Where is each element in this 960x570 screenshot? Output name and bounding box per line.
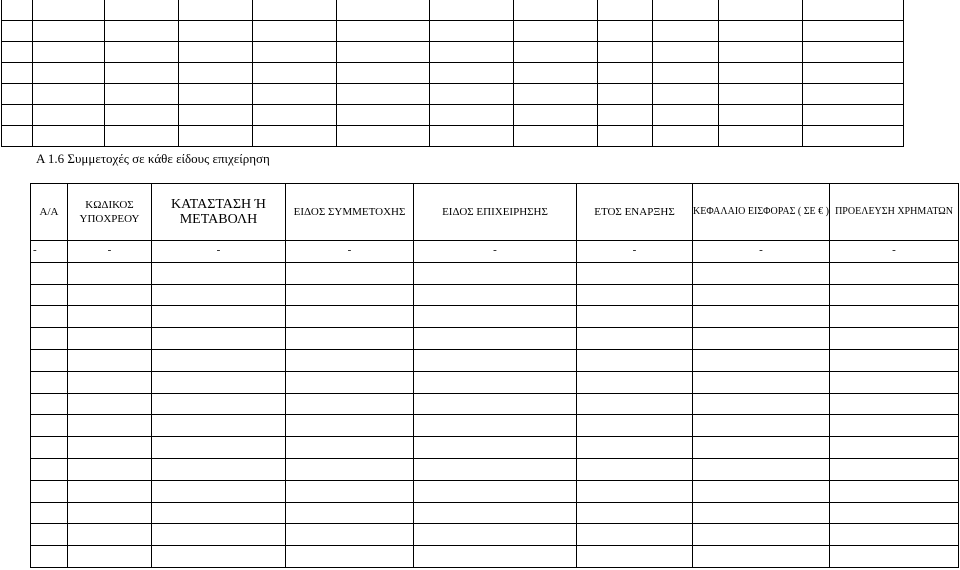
table-cell[interactable] — [830, 415, 959, 437]
table-cell[interactable] — [31, 458, 68, 480]
table-cell[interactable] — [31, 284, 68, 306]
table-cell[interactable] — [719, 63, 803, 84]
table-cell[interactable] — [430, 84, 514, 105]
table-cell[interactable] — [337, 21, 430, 42]
table-cell[interactable] — [577, 502, 693, 524]
table-cell[interactable] — [693, 524, 830, 546]
header-aa: Α/Α — [31, 184, 68, 241]
section-caption: A 1.6 Συμμετοχές σε κάθε είδους επιχείρηση — [36, 151, 270, 166]
table-cell[interactable] — [337, 0, 430, 21]
table-cell[interactable] — [414, 415, 577, 437]
table-cell[interactable] — [152, 415, 286, 437]
table-cell[interactable] — [337, 42, 430, 63]
table-cell[interactable] — [68, 524, 152, 546]
table-cell[interactable] — [414, 284, 577, 306]
table-cell[interactable] — [179, 105, 253, 126]
table-cell[interactable] — [68, 415, 152, 437]
table-cell[interactable] — [514, 105, 598, 126]
table-cell[interactable] — [414, 480, 577, 502]
table-cell[interactable] — [31, 437, 68, 459]
table-cell[interactable] — [68, 349, 152, 371]
table-cell[interactable] — [31, 262, 68, 284]
table-cell[interactable] — [31, 546, 68, 568]
table-cell[interactable] — [152, 480, 286, 502]
table-cell[interactable] — [653, 0, 719, 21]
table-cell[interactable] — [719, 84, 803, 105]
table-cell[interactable] — [830, 262, 959, 284]
table-row — [31, 480, 959, 502]
table-row — [31, 502, 959, 524]
table-cell[interactable] — [68, 393, 152, 415]
table-cell[interactable] — [179, 21, 253, 42]
table-cell[interactable] — [179, 84, 253, 105]
table-cell[interactable] — [514, 63, 598, 84]
table-cell[interactable] — [286, 393, 414, 415]
table-cell[interactable] — [253, 21, 337, 42]
table-cell[interactable] — [803, 84, 904, 105]
table-cell[interactable] — [253, 105, 337, 126]
table-cell[interactable] — [693, 502, 830, 524]
previous-section-table — [1, 0, 904, 147]
table-cell[interactable] — [830, 306, 959, 328]
table-cell[interactable] — [286, 458, 414, 480]
holdings-table — [30, 183, 959, 568]
table-cell[interactable] — [2, 63, 33, 84]
table-cell[interactable] — [253, 126, 337, 147]
table-cell[interactable] — [693, 458, 830, 480]
table-cell[interactable] — [693, 437, 830, 459]
table-cell[interactable]: - — [830, 241, 959, 263]
table-cell[interactable] — [653, 42, 719, 63]
table-cell[interactable] — [830, 480, 959, 502]
table-cell[interactable] — [803, 42, 904, 63]
table-cell[interactable] — [152, 349, 286, 371]
header-funds-origin: ΠΡΟΕΛΕΥΣΗ ΧΡΗΜΑΤΩΝ — [830, 184, 959, 241]
table-cell[interactable] — [577, 546, 693, 568]
table-cell[interactable] — [693, 284, 830, 306]
table-cell[interactable] — [286, 262, 414, 284]
header-row — [31, 184, 959, 241]
header-business-type: ΕΙΔΟΣ ΕΠΙΧΕΙΡΗΣΗΣ — [414, 184, 577, 241]
table-cell[interactable] — [33, 126, 105, 147]
table-cell[interactable] — [68, 371, 152, 393]
table-cell[interactable] — [179, 63, 253, 84]
table-cell[interactable] — [31, 502, 68, 524]
table-cell[interactable] — [514, 126, 598, 147]
table-cell[interactable] — [152, 437, 286, 459]
table-cell[interactable] — [653, 105, 719, 126]
table-cell[interactable] — [152, 371, 286, 393]
table-cell[interactable] — [286, 284, 414, 306]
table-cell[interactable] — [653, 126, 719, 147]
table-cell[interactable] — [514, 21, 598, 42]
table-cell[interactable] — [253, 84, 337, 105]
table-cell[interactable] — [31, 306, 68, 328]
table-cell[interactable] — [693, 415, 830, 437]
table-row — [31, 546, 959, 568]
table-cell[interactable] — [414, 393, 577, 415]
table-cell[interactable] — [152, 284, 286, 306]
table-cell[interactable] — [33, 105, 105, 126]
table-cell[interactable] — [430, 42, 514, 63]
table-cell[interactable] — [414, 524, 577, 546]
table-cell[interactable] — [337, 126, 430, 147]
table-cell[interactable] — [598, 0, 653, 21]
table-cell[interactable] — [286, 328, 414, 350]
table-cell[interactable] — [693, 262, 830, 284]
table-cell[interactable] — [693, 371, 830, 393]
table-cell[interactable] — [430, 0, 514, 21]
table-cell[interactable] — [31, 393, 68, 415]
table-cell[interactable] — [653, 84, 719, 105]
table-cell[interactable] — [514, 0, 598, 21]
table-row — [2, 126, 904, 147]
table-cell[interactable]: - — [577, 241, 693, 263]
table-cell[interactable] — [286, 502, 414, 524]
table-cell[interactable] — [693, 480, 830, 502]
table-cell[interactable] — [577, 393, 693, 415]
table-cell[interactable] — [719, 42, 803, 63]
table-cell[interactable] — [152, 262, 286, 284]
table-cell[interactable] — [430, 105, 514, 126]
table-cell[interactable] — [286, 371, 414, 393]
header-holding-type: ΕΙΔΟΣ ΣΥΜΜΕΤΟΧΗΣ — [286, 184, 414, 241]
table-cell[interactable] — [598, 126, 653, 147]
table-cell[interactable] — [414, 502, 577, 524]
table-cell[interactable] — [577, 458, 693, 480]
table-cell[interactable] — [693, 349, 830, 371]
table-cell[interactable] — [286, 415, 414, 437]
table-row — [31, 371, 959, 393]
table-row — [2, 105, 904, 126]
table-cell[interactable] — [693, 546, 830, 568]
header-contribution-capital: ΚΕΦΑΛΑΙΟ ΕΙΣΦΟΡΑΣ ( ΣΕ € ) — [693, 184, 830, 241]
table-cell[interactable] — [68, 480, 152, 502]
header-status-change: ΚΑΤΑΣΤΑΣΗ Ή ΜΕΤΑΒΟΛΗ — [152, 184, 286, 241]
table-cell[interactable] — [598, 63, 653, 84]
table-row — [31, 437, 959, 459]
table-cell[interactable] — [693, 393, 830, 415]
table-cell[interactable] — [152, 328, 286, 350]
table-cell[interactable]: - — [286, 241, 414, 263]
table-cell[interactable] — [577, 306, 693, 328]
table-cell[interactable] — [719, 21, 803, 42]
table-cell[interactable] — [33, 0, 105, 21]
table-cell[interactable] — [2, 42, 33, 63]
table-cell[interactable] — [430, 63, 514, 84]
table-cell[interactable] — [337, 105, 430, 126]
table-cell[interactable] — [68, 458, 152, 480]
table-cell[interactable] — [514, 42, 598, 63]
table-cell[interactable] — [286, 524, 414, 546]
header-start-year: ΕΤΟΣ ΕΝΑΡΞΗΣ — [577, 184, 693, 241]
table-cell[interactable] — [253, 42, 337, 63]
table-cell[interactable] — [286, 349, 414, 371]
table-cell[interactable] — [830, 328, 959, 350]
table-row — [31, 284, 959, 306]
table-cell[interactable]: - — [31, 241, 68, 263]
table-cell[interactable] — [830, 393, 959, 415]
table-cell[interactable] — [68, 328, 152, 350]
table-cell[interactable] — [830, 284, 959, 306]
table-cell[interactable] — [414, 371, 577, 393]
table-cell[interactable]: - — [152, 241, 286, 263]
table-cell[interactable] — [2, 0, 33, 21]
table-cell[interactable] — [719, 0, 803, 21]
table-cell[interactable] — [653, 21, 719, 42]
table-cell[interactable] — [152, 546, 286, 568]
table-cell[interactable] — [105, 63, 179, 84]
table-cell[interactable] — [719, 105, 803, 126]
table-cell[interactable] — [2, 84, 33, 105]
table-cell[interactable] — [2, 105, 33, 126]
table-row — [31, 328, 959, 350]
table-row — [31, 415, 959, 437]
table-cell[interactable] — [830, 524, 959, 546]
table-cell[interactable] — [253, 0, 337, 21]
table-cell[interactable] — [598, 42, 653, 63]
table-cell[interactable] — [2, 21, 33, 42]
table-row — [2, 84, 904, 105]
table-cell[interactable] — [152, 306, 286, 328]
table-cell[interactable] — [653, 63, 719, 84]
table-cell[interactable] — [152, 458, 286, 480]
table-cell[interactable]: - — [693, 241, 830, 263]
table-cell[interactable] — [598, 105, 653, 126]
table-cell[interactable] — [430, 21, 514, 42]
table-cell[interactable] — [577, 284, 693, 306]
table-cell[interactable]: - — [68, 241, 152, 263]
table-cell[interactable] — [693, 306, 830, 328]
table-cell[interactable] — [830, 546, 959, 568]
table-cell[interactable] — [68, 437, 152, 459]
table-cell[interactable] — [830, 349, 959, 371]
table-cell[interactable] — [33, 42, 105, 63]
table-cell[interactable] — [33, 84, 105, 105]
table-row — [31, 393, 959, 415]
table-row — [2, 42, 904, 63]
table-row — [31, 241, 959, 263]
table-cell[interactable] — [830, 502, 959, 524]
table-cell[interactable] — [286, 546, 414, 568]
table-cell[interactable] — [803, 63, 904, 84]
table-cell[interactable] — [577, 262, 693, 284]
table-cell[interactable] — [577, 349, 693, 371]
table-cell[interactable] — [803, 0, 904, 21]
table-cell[interactable] — [105, 0, 179, 21]
table-cell[interactable] — [31, 415, 68, 437]
table-row — [31, 306, 959, 328]
table-cell[interactable] — [179, 0, 253, 21]
table-cell[interactable] — [152, 524, 286, 546]
table-cell[interactable] — [577, 524, 693, 546]
table-cell[interactable] — [577, 371, 693, 393]
table-row — [31, 524, 959, 546]
table-cell[interactable] — [31, 524, 68, 546]
table-cell[interactable] — [414, 349, 577, 371]
table-row — [31, 262, 959, 284]
table-cell[interactable] — [577, 415, 693, 437]
table-row — [31, 349, 959, 371]
table-cell[interactable] — [414, 328, 577, 350]
table-cell[interactable] — [68, 306, 152, 328]
table-cell[interactable] — [337, 63, 430, 84]
table-cell[interactable] — [253, 63, 337, 84]
table-row — [31, 458, 959, 480]
table-cell[interactable] — [830, 458, 959, 480]
table-cell[interactable] — [105, 126, 179, 147]
table-cell[interactable] — [152, 393, 286, 415]
table-cell[interactable] — [179, 126, 253, 147]
table-cell[interactable] — [31, 328, 68, 350]
table-cell[interactable] — [414, 262, 577, 284]
table-cell[interactable] — [803, 126, 904, 147]
table-cell[interactable] — [719, 126, 803, 147]
table-cell[interactable] — [68, 262, 152, 284]
table-cell[interactable] — [514, 84, 598, 105]
table-cell[interactable] — [693, 328, 830, 350]
table-cell[interactable] — [577, 437, 693, 459]
table-cell[interactable] — [2, 126, 33, 147]
table-cell[interactable] — [577, 480, 693, 502]
table-cell[interactable] — [414, 458, 577, 480]
table-row — [2, 63, 904, 84]
table-cell[interactable] — [68, 546, 152, 568]
table-cell[interactable] — [31, 371, 68, 393]
table-cell[interactable] — [105, 84, 179, 105]
table-cell[interactable] — [803, 21, 904, 42]
table-cell[interactable] — [31, 349, 68, 371]
table-cell[interactable] — [105, 21, 179, 42]
table-cell[interactable] — [598, 21, 653, 42]
table-cell[interactable] — [414, 437, 577, 459]
table-cell[interactable] — [286, 480, 414, 502]
table-cell[interactable] — [414, 306, 577, 328]
table-cell[interactable] — [577, 328, 693, 350]
table-cell[interactable] — [105, 105, 179, 126]
table-cell[interactable] — [33, 21, 105, 42]
table-cell[interactable] — [286, 306, 414, 328]
table-cell[interactable] — [430, 126, 514, 147]
table-cell[interactable] — [33, 63, 105, 84]
table-cell[interactable] — [598, 84, 653, 105]
table-cell[interactable] — [337, 84, 430, 105]
table-cell[interactable]: - — [414, 241, 577, 263]
table-cell[interactable] — [803, 105, 904, 126]
table-row — [2, 0, 904, 21]
table-cell[interactable] — [105, 42, 179, 63]
table-cell[interactable] — [830, 371, 959, 393]
table-cell[interactable] — [830, 437, 959, 459]
table-cell[interactable] — [31, 480, 68, 502]
table-cell[interactable] — [152, 502, 286, 524]
table-row — [2, 21, 904, 42]
table-cell[interactable] — [414, 546, 577, 568]
table-cell[interactable] — [68, 284, 152, 306]
table-cell[interactable] — [179, 42, 253, 63]
header-obligor-code: ΚΩΔΙΚΟΣ ΥΠΟΧΡΕΟΥ — [68, 184, 152, 241]
table-cell[interactable] — [286, 437, 414, 459]
table-cell[interactable] — [68, 502, 152, 524]
